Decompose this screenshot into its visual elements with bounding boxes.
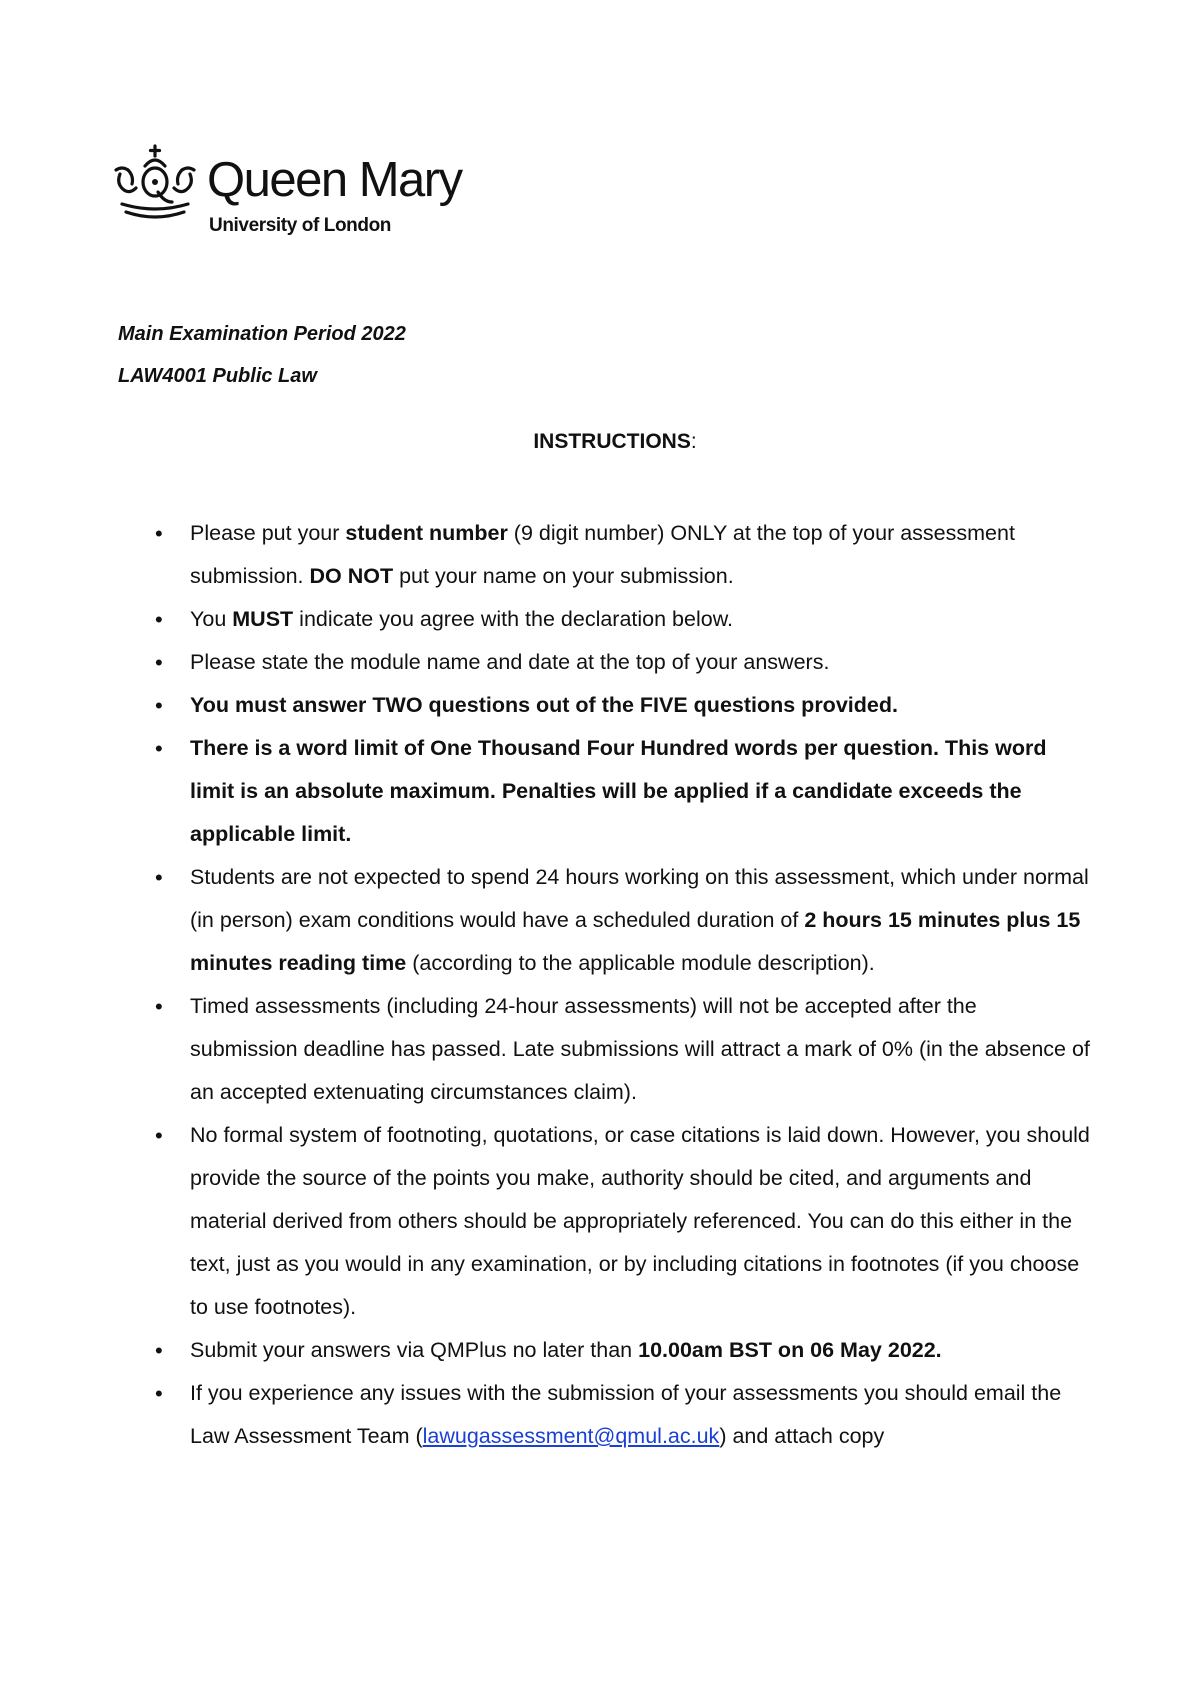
logo-subtitle: University of London [209,215,392,236]
list-item: • You MUST indicate you agree with the declaration below. [155,598,1090,641]
bullet-icon: • [155,736,163,761]
list-item: • You must answer TWO questions out of the FIVE questions provided. [155,684,1090,727]
instructions-heading-colon: : [690,430,697,453]
bullet-icon: • [155,650,163,675]
exam-header [118,313,406,397]
bullet-icon: • [155,1338,163,1363]
bullet-icon: • [155,994,163,1019]
bullet-icon: • [155,521,163,546]
university-logo [112,142,472,238]
list-item: • Timed assessments (including 24-hour assessments) will not be accepted after the submission deadline has passed. Late submissions will attract a mark of 0% (in the absence of an accepted extenuating circumstances claim). [155,985,1090,1114]
list-item: • No formal system of footnoting, quotations, or case citations is laid down. However, you should provide the source of the points you make, authority should be cited, and arguments and material derived from others should be appropriately referenced. You can do this either in the text, just as you would in any examination, or by including citations in footnotes (if you choose to use footnotes). [155,1114,1090,1329]
bullet-icon: • [155,607,163,632]
instructions-list [155,512,1090,1458]
assessment-team-email-link[interactable]: lawugassessment@qmul.ac.uk [422,1424,720,1448]
bullet-icon: • [155,693,163,718]
list-item: • There is a word limit of One Thousand Four Hundred words per question. This word limit is an absolute maximum. Penalties will be applied if a candidate exceeds the applicable limit. [155,727,1090,856]
crown-crest-icon [112,144,198,224]
list-item: • Students are not expected to spend 24 hours working on this assessment, which under normal (in person) exam conditions would have a scheduled duration of 2 hours 15 minutes plus 15 minutes reading time (according to the applicable module description). [155,856,1090,985]
instructions-heading [0,430,1200,454]
bullet-icon: • [155,1381,163,1406]
list-item: • Please put your student number (9 digit number) ONLY at the top of your assessment submission. DO NOT put your name on your submission. [155,512,1090,598]
list-item: • If you experience any issues with the submission of your assessments you should email the Law Assessment Team (lawugassessment@qmul.ac.uk) and attach copy [155,1372,1090,1458]
logo-name: Queen Mary [207,153,462,207]
instructions-heading-text: INSTRUCTIONS [533,430,691,453]
bullet-icon: • [155,1123,163,1148]
bullet-icon: • [155,865,163,890]
exam-period: Main Examination Period 2022 [118,323,406,345]
module-code-title: LAW4001 Public Law [118,365,317,387]
list-item: • Submit your answers via QMPlus no later than 10.00am BST on 06 May 2022. [155,1329,1090,1372]
list-item: • Please state the module name and date at the top of your answers. [155,641,1090,684]
